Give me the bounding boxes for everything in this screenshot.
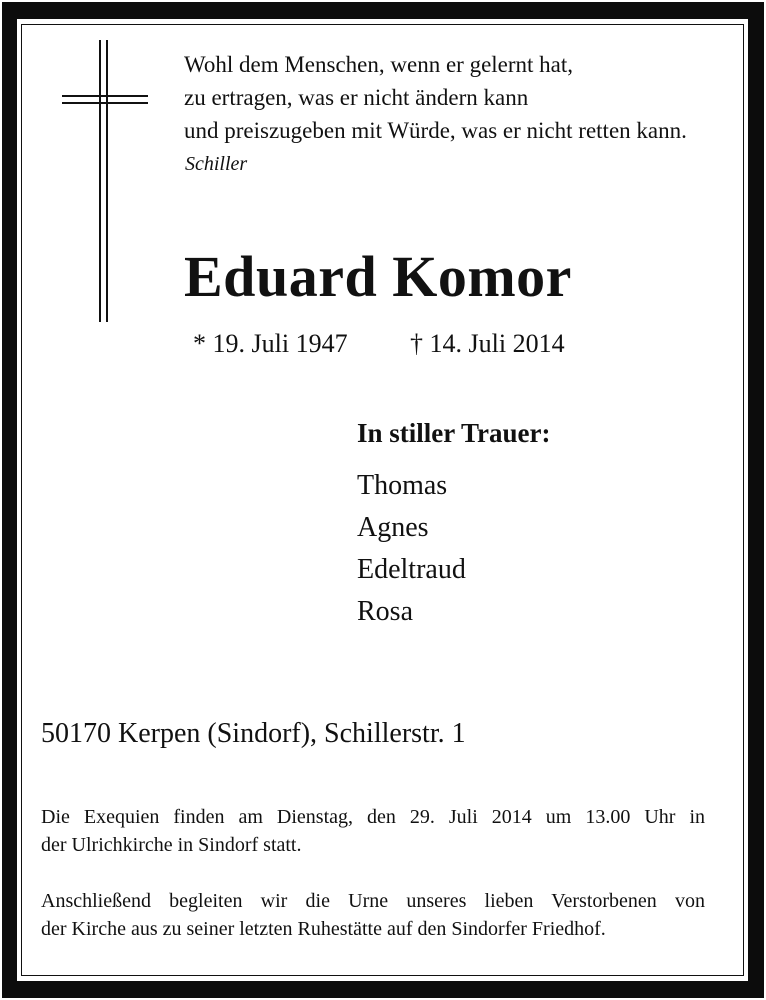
quote-author: Schiller [185, 153, 248, 175]
mourner-name: Thomas [357, 470, 448, 501]
funeral-notice-line-2: der Ulrichkirche in Sindorf statt. [41, 834, 302, 856]
mourner-name: Rosa [357, 596, 413, 627]
birth-date: * 19. Juli 1947 [193, 329, 348, 358]
cross-icon [61, 40, 151, 325]
quote-line-2: zu ertragen, was er nicht ändern kann [184, 85, 529, 110]
address: 50170 Kerpen (Sindorf), Schillerstr. 1 [41, 718, 466, 749]
burial-notice-line-2: der Kirche aus zu seiner letzten Ruhestätte auf den Sindorfer Friedhof. [41, 918, 606, 940]
quote-line-1: Wohl dem Menschen, wenn er gelernt hat, [184, 52, 574, 77]
mourning-heading: In stiller Trauer: [357, 418, 551, 448]
quote [184, 48, 744, 147]
deceased-name: Eduard Komor [184, 244, 572, 309]
death-date: † 14. Juli 2014 [410, 329, 565, 358]
funeral-notice-line-1: Die Exequien finden am Dienstag, den 29. Juli 2014 um 13.00 Uhr in [41, 806, 705, 828]
burial-notice [41, 887, 705, 943]
mourner-name: Edeltraud [357, 554, 466, 585]
quote-line-3: und preiszugeben mit Würde, was er nicht retten kann. [184, 118, 687, 143]
funeral-notice [41, 803, 705, 859]
mourner-name: Agnes [357, 512, 429, 543]
burial-notice-line-1: Anschließend begleiten wir die Urne unseres lieben Verstorbenen von [41, 890, 705, 912]
